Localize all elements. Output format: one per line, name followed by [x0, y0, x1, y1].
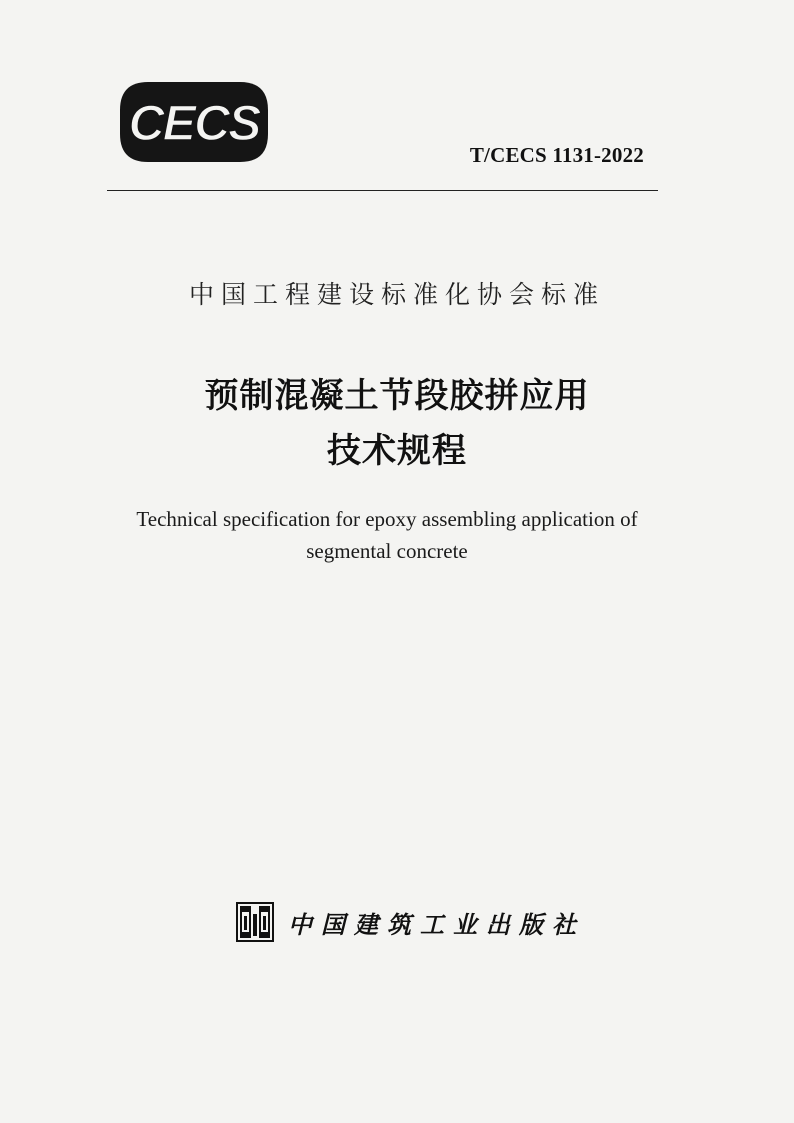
standard-number: T/CECS 1131-2022 — [469, 143, 644, 167]
title-cn-line2: 技术规程 — [327, 431, 467, 471]
title-cn-line1: 预制混凝土节段胶拼应用 — [204, 376, 590, 416]
logo-text: CECS — [128, 95, 260, 151]
title-en-line2: segmental concrete — [306, 539, 468, 563]
association-label: 中国工程建设标准化协会标准 — [188, 280, 605, 309]
cecs-logo — [118, 80, 270, 164]
publisher-block — [236, 900, 585, 944]
publisher-name: 中国建筑工业出版社 — [288, 909, 585, 939]
title-en-line1: Technical specification for epoxy assembling application of — [136, 507, 638, 531]
publisher-logo-icon — [236, 902, 274, 942]
header-divider — [107, 190, 658, 191]
